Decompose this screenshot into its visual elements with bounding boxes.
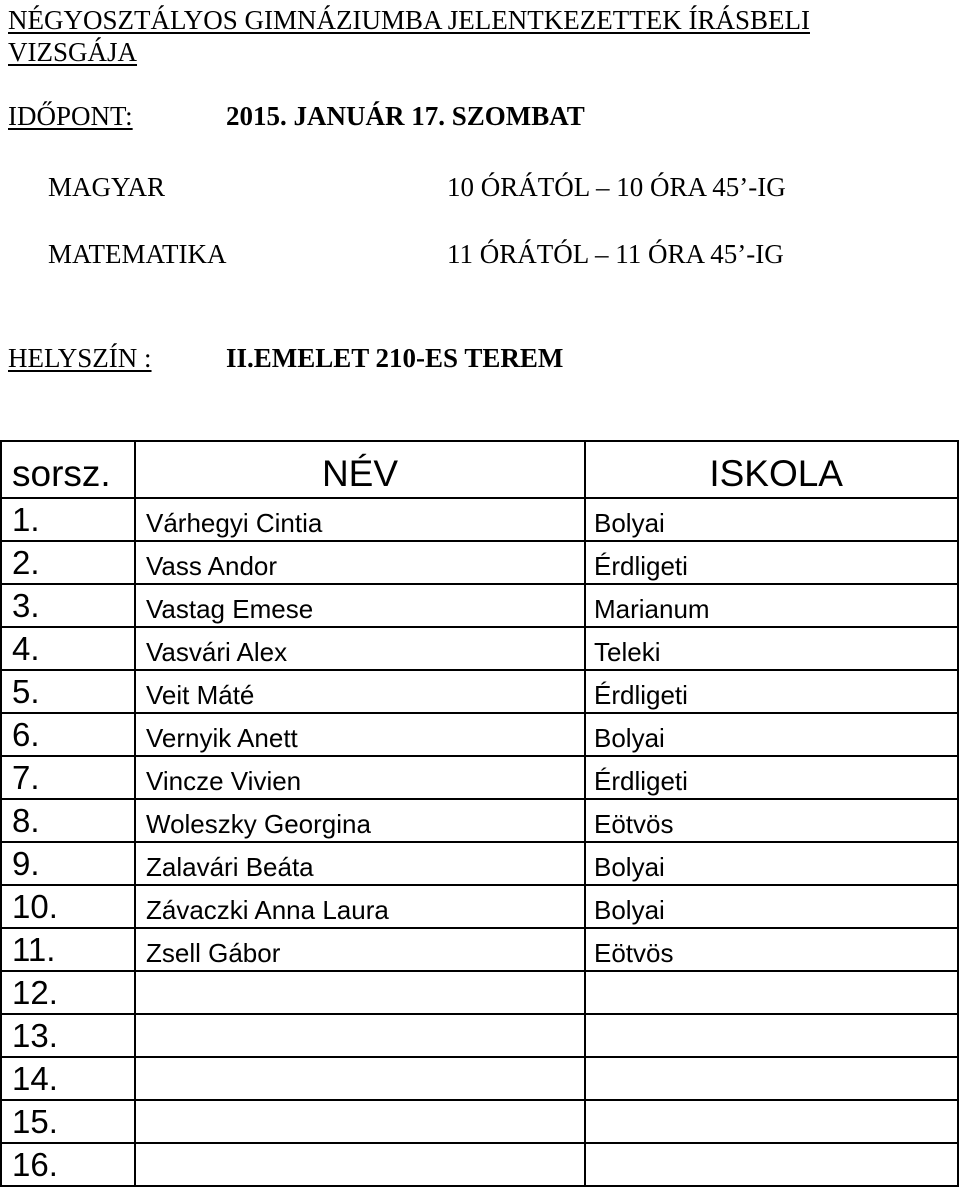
row-school: Bolyai	[585, 498, 958, 541]
table-row	[1, 1014, 958, 1057]
table-row	[1, 1100, 958, 1143]
row-name: Vass Andor	[135, 541, 585, 584]
row-name: Veit Máté	[135, 670, 585, 713]
time-matematika: 11 ÓRÁTÓL – 11 ÓRA 45’-IG	[447, 239, 784, 269]
row-name	[135, 1057, 585, 1100]
row-name: Závaczki Anna Laura	[135, 885, 585, 928]
table-row	[1, 756, 958, 799]
table-row	[1, 885, 958, 928]
candidate-table	[0, 440, 959, 1187]
row-school: Érdligeti	[585, 756, 958, 799]
row-name: Várhegyi Cintia	[135, 498, 585, 541]
table-row	[1, 1143, 958, 1186]
helyszin-value: II.EMELET 210-ES TEREM	[226, 343, 564, 373]
table-row	[1, 842, 958, 885]
row-number: 11.	[1, 928, 135, 971]
table-row	[1, 498, 958, 541]
row-school: Bolyai	[585, 885, 958, 928]
row-school	[585, 1014, 958, 1057]
row-school	[585, 1100, 958, 1143]
row-number: 14.	[1, 1057, 135, 1100]
header-sorsz: sorsz.	[1, 441, 135, 498]
row-school	[585, 1057, 958, 1100]
row-number: 16.	[1, 1143, 135, 1186]
header-nev: NÉV	[135, 441, 585, 498]
row-number: 5.	[1, 670, 135, 713]
row-number: 6.	[1, 713, 135, 756]
table-row	[1, 670, 958, 713]
subject-magyar: MAGYAR	[48, 172, 166, 202]
header-iskola: ISKOLA	[585, 441, 958, 498]
row-number: 13.	[1, 1014, 135, 1057]
table-row	[1, 584, 958, 627]
row-school: Marianum	[585, 584, 958, 627]
row-name	[135, 1143, 585, 1186]
table-row	[1, 971, 958, 1014]
row-number: 1.	[1, 498, 135, 541]
row-name	[135, 1100, 585, 1143]
row-name	[135, 971, 585, 1014]
row-school: Bolyai	[585, 713, 958, 756]
idopont-label: IDŐPONT:	[8, 101, 133, 131]
row-number: 12.	[1, 971, 135, 1014]
table-row	[1, 1057, 958, 1100]
row-name: Vernyik Anett	[135, 713, 585, 756]
subject-matematika: MATEMATIKA	[48, 239, 227, 269]
row-name: Woleszky Georgina	[135, 799, 585, 842]
helyszin-label: HELYSZÍN :	[8, 343, 152, 373]
row-school: Érdligeti	[585, 670, 958, 713]
table-row	[1, 627, 958, 670]
row-school: Eötvös	[585, 799, 958, 842]
row-number: 7.	[1, 756, 135, 799]
table-header-row	[1, 441, 958, 498]
row-school	[585, 1143, 958, 1186]
table-row	[1, 713, 958, 756]
row-number: 3.	[1, 584, 135, 627]
row-school: Bolyai	[585, 842, 958, 885]
candidate-table-wrapper	[0, 440, 957, 1187]
row-school	[585, 971, 958, 1014]
row-number: 2.	[1, 541, 135, 584]
row-name: Vastag Emese	[135, 584, 585, 627]
page-title: NÉGYOSZTÁLYOS GIMNÁZIUMBA JELENTKEZETTEK ÍRÁSBELI VIZSGÁJA	[8, 5, 810, 67]
row-number: 9.	[1, 842, 135, 885]
row-name: Vasvári Alex	[135, 627, 585, 670]
row-name: Vincze Vivien	[135, 756, 585, 799]
row-number: 4.	[1, 627, 135, 670]
row-number: 8.	[1, 799, 135, 842]
row-name	[135, 1014, 585, 1057]
row-number: 15.	[1, 1100, 135, 1143]
row-school: Teleki	[585, 627, 958, 670]
table-row	[1, 799, 958, 842]
row-name: Zsell Gábor	[135, 928, 585, 971]
time-magyar: 10 ÓRÁTÓL – 10 ÓRA 45’-IG	[447, 172, 786, 202]
table-row	[1, 541, 958, 584]
table-row	[1, 928, 958, 971]
row-school: Érdligeti	[585, 541, 958, 584]
idopont-value: 2015. JANUÁR 17. SZOMBAT	[226, 101, 585, 131]
row-name: Zalavári Beáta	[135, 842, 585, 885]
row-number: 10.	[1, 885, 135, 928]
row-school: Eötvös	[585, 928, 958, 971]
